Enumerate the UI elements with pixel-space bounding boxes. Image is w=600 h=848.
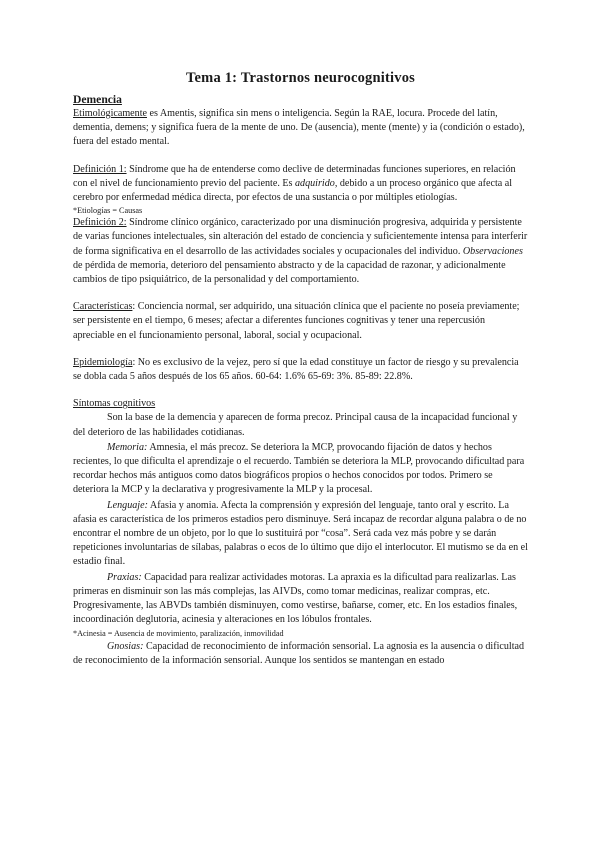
definicion-1-text-a: Síndrome que ha de entenderse como declive de determinadas funciones superiores, en relación con el nivel de funcionamiento previo del paciente. Es — [73, 163, 516, 189]
label-gnosias: Gnosias: — [107, 640, 144, 652]
definicion-2-text-b: de pérdida de memoria, deterioro del pensamiento abstracto y de la capacidad de razonar, y adicionalmente cambios de tipo psiquiátrico, de la personalidad y del comportamiento. — [73, 259, 506, 286]
term-caracteristicas: Características — [73, 301, 133, 313]
praxias-text: Capacidad para realizar actividades motoras. La apraxia es la dificultad para realizarlas. Las primeras en disminuir son las más complejas, las AIVDs, como tomar medicinas, realizar compras, etc. Progresivamente, las ABVDs también disminuyen, como vestirse, bañarse, comer, etc. En los estadios finales, incoordinación deglutoria, acinesia y alteraciones en los lóbulos frontales. — [73, 571, 518, 626]
term-definicion-1: Definición 1: — [73, 163, 127, 175]
lenguaje-text: Afasia y anomia. Afecta la comprensión y expresión del lenguaje, tanto oral y escrito. La afasia es característica de los primeros estadios pero disminuye. Será incapaz de recordar alguna palabra o de no encontrar el nombre de un objeto, por lo que lo sustituirá por “cosa”. Será cada vez más pobre y se darán repeticiones involuntarias de sílabas, palabras o ecos de lo último que dijo el interlocutor. El mutismo se da en el estadio final. — [73, 499, 528, 568]
paragraph-gnosias — [73, 640, 528, 668]
caracteristicas-text: : Conciencia normal, ser adquirido, una situación clínica que el paciente no poseía previamente; ser persistente en el tiempo, 6 meses; afectar a diferentes funciones cognitivas y tener una repercusión apreciable en el funcionamiento personal, laboral, social y ocupacional. — [73, 301, 520, 341]
paragraph-epidemiologia — [73, 356, 528, 384]
label-praxias: Praxias: — [107, 571, 142, 583]
paragraph-memoria — [73, 441, 528, 498]
paragraph-definicion-1 — [73, 163, 528, 206]
note-etiologias: *Etiologías = Causas — [73, 206, 143, 216]
epidemiologia-text: : No es exclusivo de la vejez, pero sí que la edad constituye un factor de riesgo y su prevalencia se dobla cada 5 años después de los 65 años. 60-64: 1.6% 65-69: 3%. 85-89: 22.8%. — [73, 356, 519, 383]
label-lenguaje: Lenguaje: — [107, 499, 148, 511]
term-etimologia: Etimológicamente — [73, 108, 147, 119]
note-acinesia: *Acinesia = Ausencia de movimiento, paralización, inmovilidad — [73, 628, 284, 638]
paragraph-lenguaje — [73, 499, 528, 570]
section-heading-demencia: Demencia — [73, 93, 122, 106]
etimologia-text: es Amentis, significa sin mens o inteligencia. Según la RAE, locura. Procede del latín, dementia, demens; y significa fuera de la mente de uno. De (ausencia), mente (mente) y ia (condición o estado), fuera del estado mental. — [73, 108, 525, 148]
term-definicion-2: Definición 2: — [73, 217, 127, 229]
paragraph-definicion-2 — [73, 216, 528, 287]
definicion-1-text-b: , debido a un proceso orgánico que afecta al cerebro por enfermedad médica directa, por efectos de una sustancia o por múltiples etiologías. — [73, 177, 513, 204]
definicion-2-italic: Observaciones — [462, 245, 523, 257]
document-page — [73, 70, 528, 668]
paragraph-caracteristicas — [73, 300, 528, 343]
gnosias-text: Capacidad de reconocimiento de información sensorial. La agnosia es la ausencia o dificultad de reconocimiento de la información sensorial. Aunque los sentidos se mantengan en estado — [73, 640, 525, 666]
paragraph-sintomas-intro: Son la base de la demencia y aparecen de forma precoz. Principal causa de la incapacidad funcional y del deterioro de las habilidades cotidianas. — [73, 412, 518, 438]
memoria-text: Amnesia, el más precoz. Se deteriora la MCP, provocando fijación de datos y hechos recientes, lo que dificulta el aprendizaje o el recuerdo. También se deteriora la MLP, provocando dificultad para recordar hechos más antiguos como datos biográficos propios o hechos conocidos por todos. Primero se deteriora la MCP y la declarativa y progresivamente la MLP y la procesal. — [73, 441, 525, 496]
label-memoria: Memoria: — [107, 441, 148, 453]
page-title: Tema 1: Trastornos neurocognitivos — [185, 70, 415, 86]
paragraph-etimologia — [73, 107, 528, 150]
definicion-1-italic: adquirido — [294, 177, 335, 189]
heading-sintomas-cognitivos: Síntomas cognitivos — [73, 398, 156, 410]
paragraph-praxias — [73, 571, 528, 628]
definicion-2-text-a: Síndrome clínico orgánico, caracterizado por una disminución progresiva, adquirida y persistente de varias funciones intelectuales, sin alteración del estado de conciencia y suficientemente intensa para interferir de forma significativa en el desarrollo de las actividades sociales y ocupacionales del individuo. — [73, 217, 528, 257]
term-epidemiologia: Epidemiología — [73, 356, 133, 368]
